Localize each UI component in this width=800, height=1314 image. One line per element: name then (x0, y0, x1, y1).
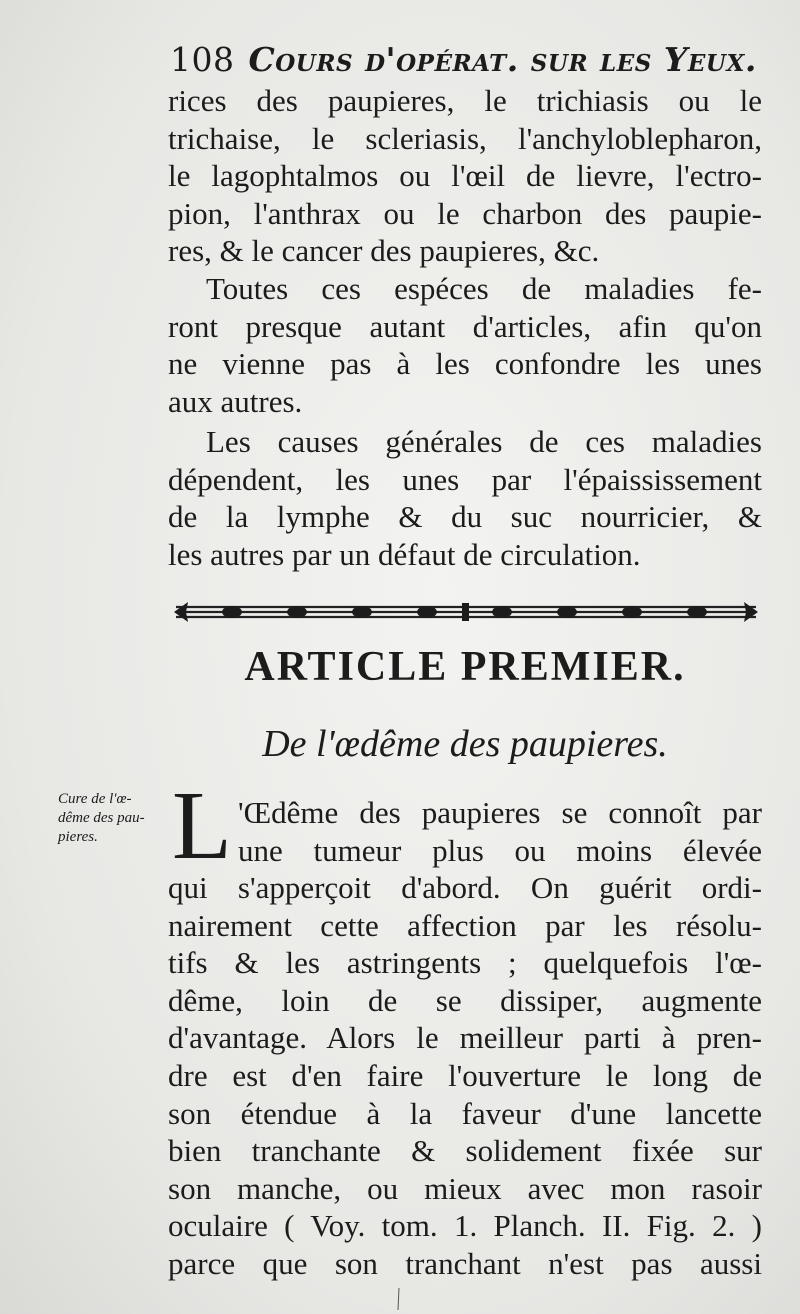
margin-note (58, 790, 168, 847)
text-line: une tumeur plus ou moins élevée (238, 832, 762, 868)
paragraph-causes (168, 423, 762, 573)
page-edge-mark (395, 1288, 403, 1310)
text-line: dépendent, les unes par l'épaississement (168, 461, 762, 497)
running-header (170, 40, 770, 79)
text-line: d'avantage. Alors le meilleur parti à pren- (168, 1020, 762, 1056)
text-line: bien tranchante & solidement fixée sur (168, 1133, 762, 1169)
paragraph-kinds (168, 270, 762, 420)
text-line: dre est d'en faire l'ouverture le long de (168, 1057, 762, 1093)
text-line: tifs & les astringents ; quelquefois l'œ- (168, 945, 762, 981)
text-line: son manche, ou mieux avec mon rasoir (168, 1170, 762, 1206)
body-first-lines (238, 794, 762, 869)
text-line: qui s'apperçoit d'abord. On guérit ordi- (168, 870, 762, 905)
text-line: ront presque autant d'articles, afin qu'on (168, 308, 762, 344)
text-line: Les causes générales de ces maladies (206, 424, 762, 459)
text-line: aux autres. (168, 383, 303, 419)
margin-note-line: dême des pau- (58, 810, 145, 826)
text-line: le lagophtalmos ou l'œil de lievre, l'ectro- (168, 158, 762, 194)
text-line: son étendue à la faveur d'une lancette (168, 1095, 762, 1131)
ornamental-rule (172, 598, 760, 626)
page-number: 108 (170, 40, 235, 79)
text-line: nairement cette affection par les résolu- (168, 907, 762, 943)
text-line: de la lymphe & du suc nourricier, & (168, 499, 762, 535)
text-line: pion, l'anthrax ou le charbon des paupie- (168, 195, 762, 231)
drop-cap: L (172, 772, 232, 880)
article-subtitle: De l'œdême des paupieres. (262, 723, 668, 765)
text-line: parce que son tranchant n'est pas aussi (168, 1245, 762, 1281)
article-title: ARTICLE PREMIER. (244, 644, 686, 690)
text-line: Toutes ces espéces de maladies fe- (206, 271, 762, 306)
text-line: res, & le cancer des paupieres, &c. (168, 233, 600, 269)
margin-note-line: pieres. (58, 829, 98, 845)
text-line: les autres par un défaut de circulation. (168, 536, 641, 572)
margin-note-line: Cure de l'œ- (58, 791, 132, 807)
running-title: Cours d'opérat. sur les Yeux. (248, 40, 757, 79)
text-line: rices des paupieres, le trichiasis ou le (168, 83, 762, 118)
body-paragraph (168, 869, 762, 1283)
text-line: oculaire ( Voy. tom. 1. Planch. II. Fig. 2. ) (168, 1208, 762, 1244)
text-line: dême, loin de se dissiper, augmente (168, 982, 762, 1018)
text-line: 'Œdême des paupieres se connoît par (238, 795, 762, 830)
paragraph-continuation (168, 82, 762, 270)
text-line: trichaise, le scleriasis, l'anchyloblepharon, (168, 120, 762, 156)
text-line: ne vienne pas à les confondre les unes (168, 346, 762, 382)
